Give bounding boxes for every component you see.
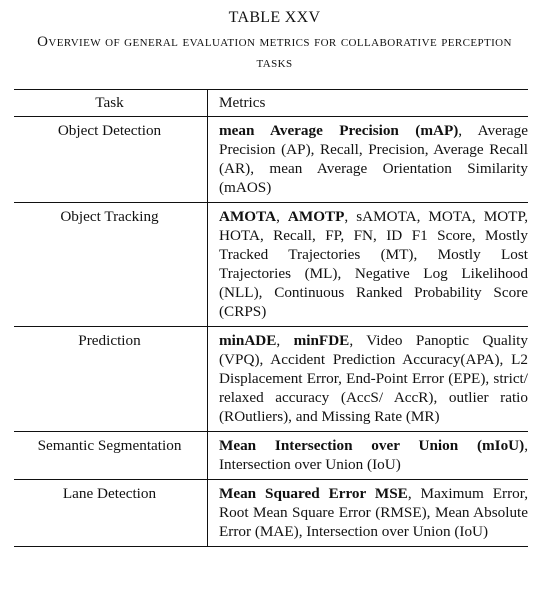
- metrics-cell: [207, 327, 528, 431]
- metrics-cell: [207, 480, 528, 546]
- primary-metric-2: AMOTP: [287, 208, 345, 225]
- task-cell: Prediction: [78, 332, 141, 349]
- primary-metric: Mean Squared Error MSE: [219, 485, 408, 502]
- other-metrics: , Maximum Error, Root Mean Square Error (RMSE), Mean Absolute Error (MAE), Intersection over Union (IoU): [219, 485, 529, 540]
- table-header-row: [14, 90, 528, 117]
- metric-separator: ,: [276, 332, 294, 349]
- task-cell: Semantic Segmentation: [37, 437, 182, 454]
- metrics-table: [14, 89, 528, 547]
- task-cell: Object Tracking: [60, 208, 159, 225]
- primary-metric: AMOTA: [219, 208, 277, 225]
- other-metrics: , Video Panoptic Quality (VPQ), Accident Prediction Accuracy(APA), L2 Displacement Error, End-Point Error (EPE), strict/ relaxed accuracy (AccS/ AccR), outlier ratio (ROutliers), and Missing Rate (MR): [219, 332, 528, 425]
- table-row: [14, 480, 528, 546]
- metrics-cell: [207, 117, 528, 202]
- table-row: [14, 432, 528, 480]
- other-metrics: , Intersection over Union (IoU): [219, 437, 528, 473]
- metrics-cell: [207, 432, 528, 479]
- header-task: Task: [95, 94, 124, 111]
- table-row: [14, 327, 528, 432]
- task-cell: Object Detection: [57, 122, 162, 139]
- table-label: TABLE XXV: [228, 9, 321, 26]
- table-row: [14, 203, 528, 327]
- task-cell: Lane Detection: [62, 485, 157, 502]
- metrics-cell: [207, 203, 528, 326]
- primary-metric: Mean Intersection over Union (mIoU): [219, 437, 525, 454]
- header-metrics: Metrics: [207, 90, 528, 116]
- primary-metric: minADE: [219, 332, 277, 349]
- metric-separator: ,: [276, 208, 288, 225]
- other-metrics: , sAMOTA, MOTA, MOTP, HOTA, Recall, FP, FN, ID F1 Score, Mostly Tracked Trajectories (MT), Mostly Lost Trajectories (ML), Negative Log Likelihood (NLL), Continuous Ranked Probability Score (CRPS): [219, 208, 528, 320]
- primary-metric: mean Average Precision (mAP): [219, 122, 459, 139]
- table-caption: Overview of general evaluation metrics for collaborative perception tasks: [37, 34, 512, 71]
- primary-metric-2: minFDE: [293, 332, 350, 349]
- other-metrics: , Average Precision (AP), Recall, Precision, Average Recall (AR), mean Average Orientation Similarity (mAOS): [219, 122, 528, 196]
- table-row: [14, 117, 528, 203]
